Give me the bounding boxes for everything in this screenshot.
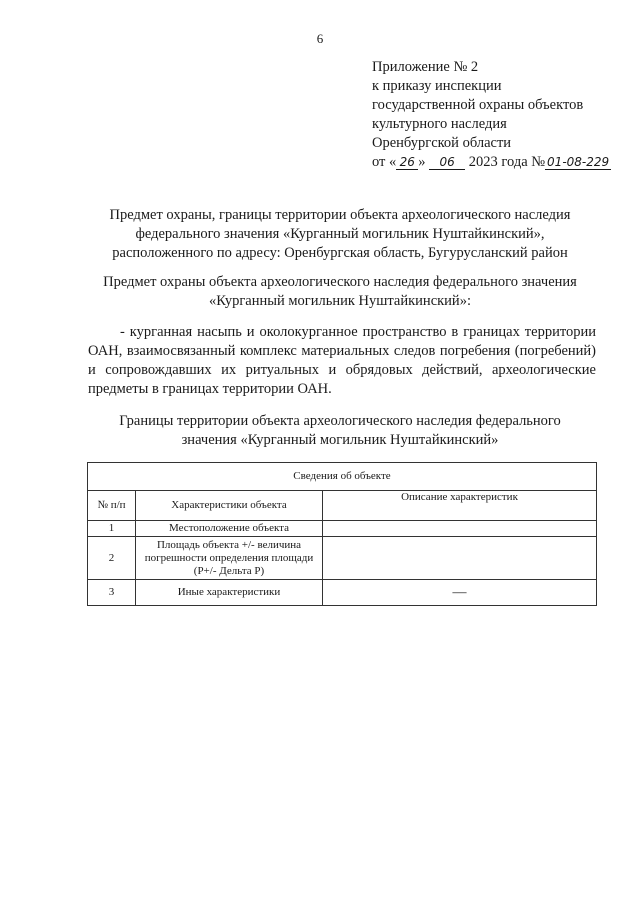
appendix-header: [372, 58, 634, 172]
order-month: 06: [429, 155, 465, 170]
row-description: [323, 537, 597, 580]
row-number: 3: [88, 580, 136, 606]
appendix-line: государственной охраны объектов: [372, 97, 584, 113]
row-characteristic: Площадь объекта +/- величина погрешности определения площади (Р+/- Дельта Р): [136, 537, 323, 580]
appendix-line: Оренбургской области: [372, 135, 512, 151]
title-line: федерального значения «Курганный могильник Нуштайкинский»,: [135, 226, 545, 242]
appendix-line: Приложение № 2: [372, 59, 479, 75]
boundaries-heading: [80, 412, 600, 450]
table-row: [88, 521, 597, 537]
row-description: [323, 521, 597, 537]
subject-heading-line: Предмет охраны объекта археологического наследия федерального значения: [103, 274, 577, 290]
date-prefix: от «: [372, 154, 397, 170]
object-info-table: [87, 462, 597, 606]
table-row: [88, 537, 597, 580]
boundaries-heading-line: Границы территории объекта археологического наследия федерального: [119, 413, 561, 429]
order-day: 26: [396, 155, 418, 170]
subject-heading: [80, 273, 600, 311]
page-number: 6: [316, 31, 324, 46]
header-description: Описание характеристик: [323, 491, 597, 521]
subject-heading-line: «Курганный могильник Нуштайкинский»:: [209, 293, 471, 309]
table-caption: Сведения об объекте: [88, 463, 597, 491]
title-line: расположенного по адресу: Оренбургская область, Бугурусланский район: [112, 245, 568, 261]
order-year: 2023 года №: [468, 154, 546, 170]
document-title: [80, 206, 600, 263]
table-row: [88, 580, 597, 606]
row-characteristic: Местоположение объекта: [136, 521, 323, 537]
row-number: 2: [88, 537, 136, 580]
header-number: № п/п: [88, 491, 136, 521]
appendix-line: культурного наследия: [372, 116, 507, 132]
subject-description: - курганная насыпь и околокурганное пространство в границах территории ОАН, взаимосвязанный комплекс материальных следов погребения (погребений) и сопровождавших их ритуальных и обрядовых действий, археологические предметы в границах территории ОАН.: [88, 324, 596, 397]
boundaries-heading-line: значения «Курганный могильник Нуштайкинский»: [181, 432, 499, 448]
header-characteristic: Характеристики объекта: [136, 491, 323, 521]
order-date-line: [372, 153, 634, 172]
order-number: 01-08-229: [547, 155, 610, 169]
appendix-line: к приказу инспекции: [372, 78, 502, 94]
title-line: Предмет охраны, границы территории объекта археологического наследия: [109, 207, 571, 223]
row-characteristic: Иные характеристики: [136, 580, 323, 606]
row-description: —: [323, 580, 597, 606]
date-mid: »: [418, 154, 426, 170]
row-number: 1: [88, 521, 136, 537]
